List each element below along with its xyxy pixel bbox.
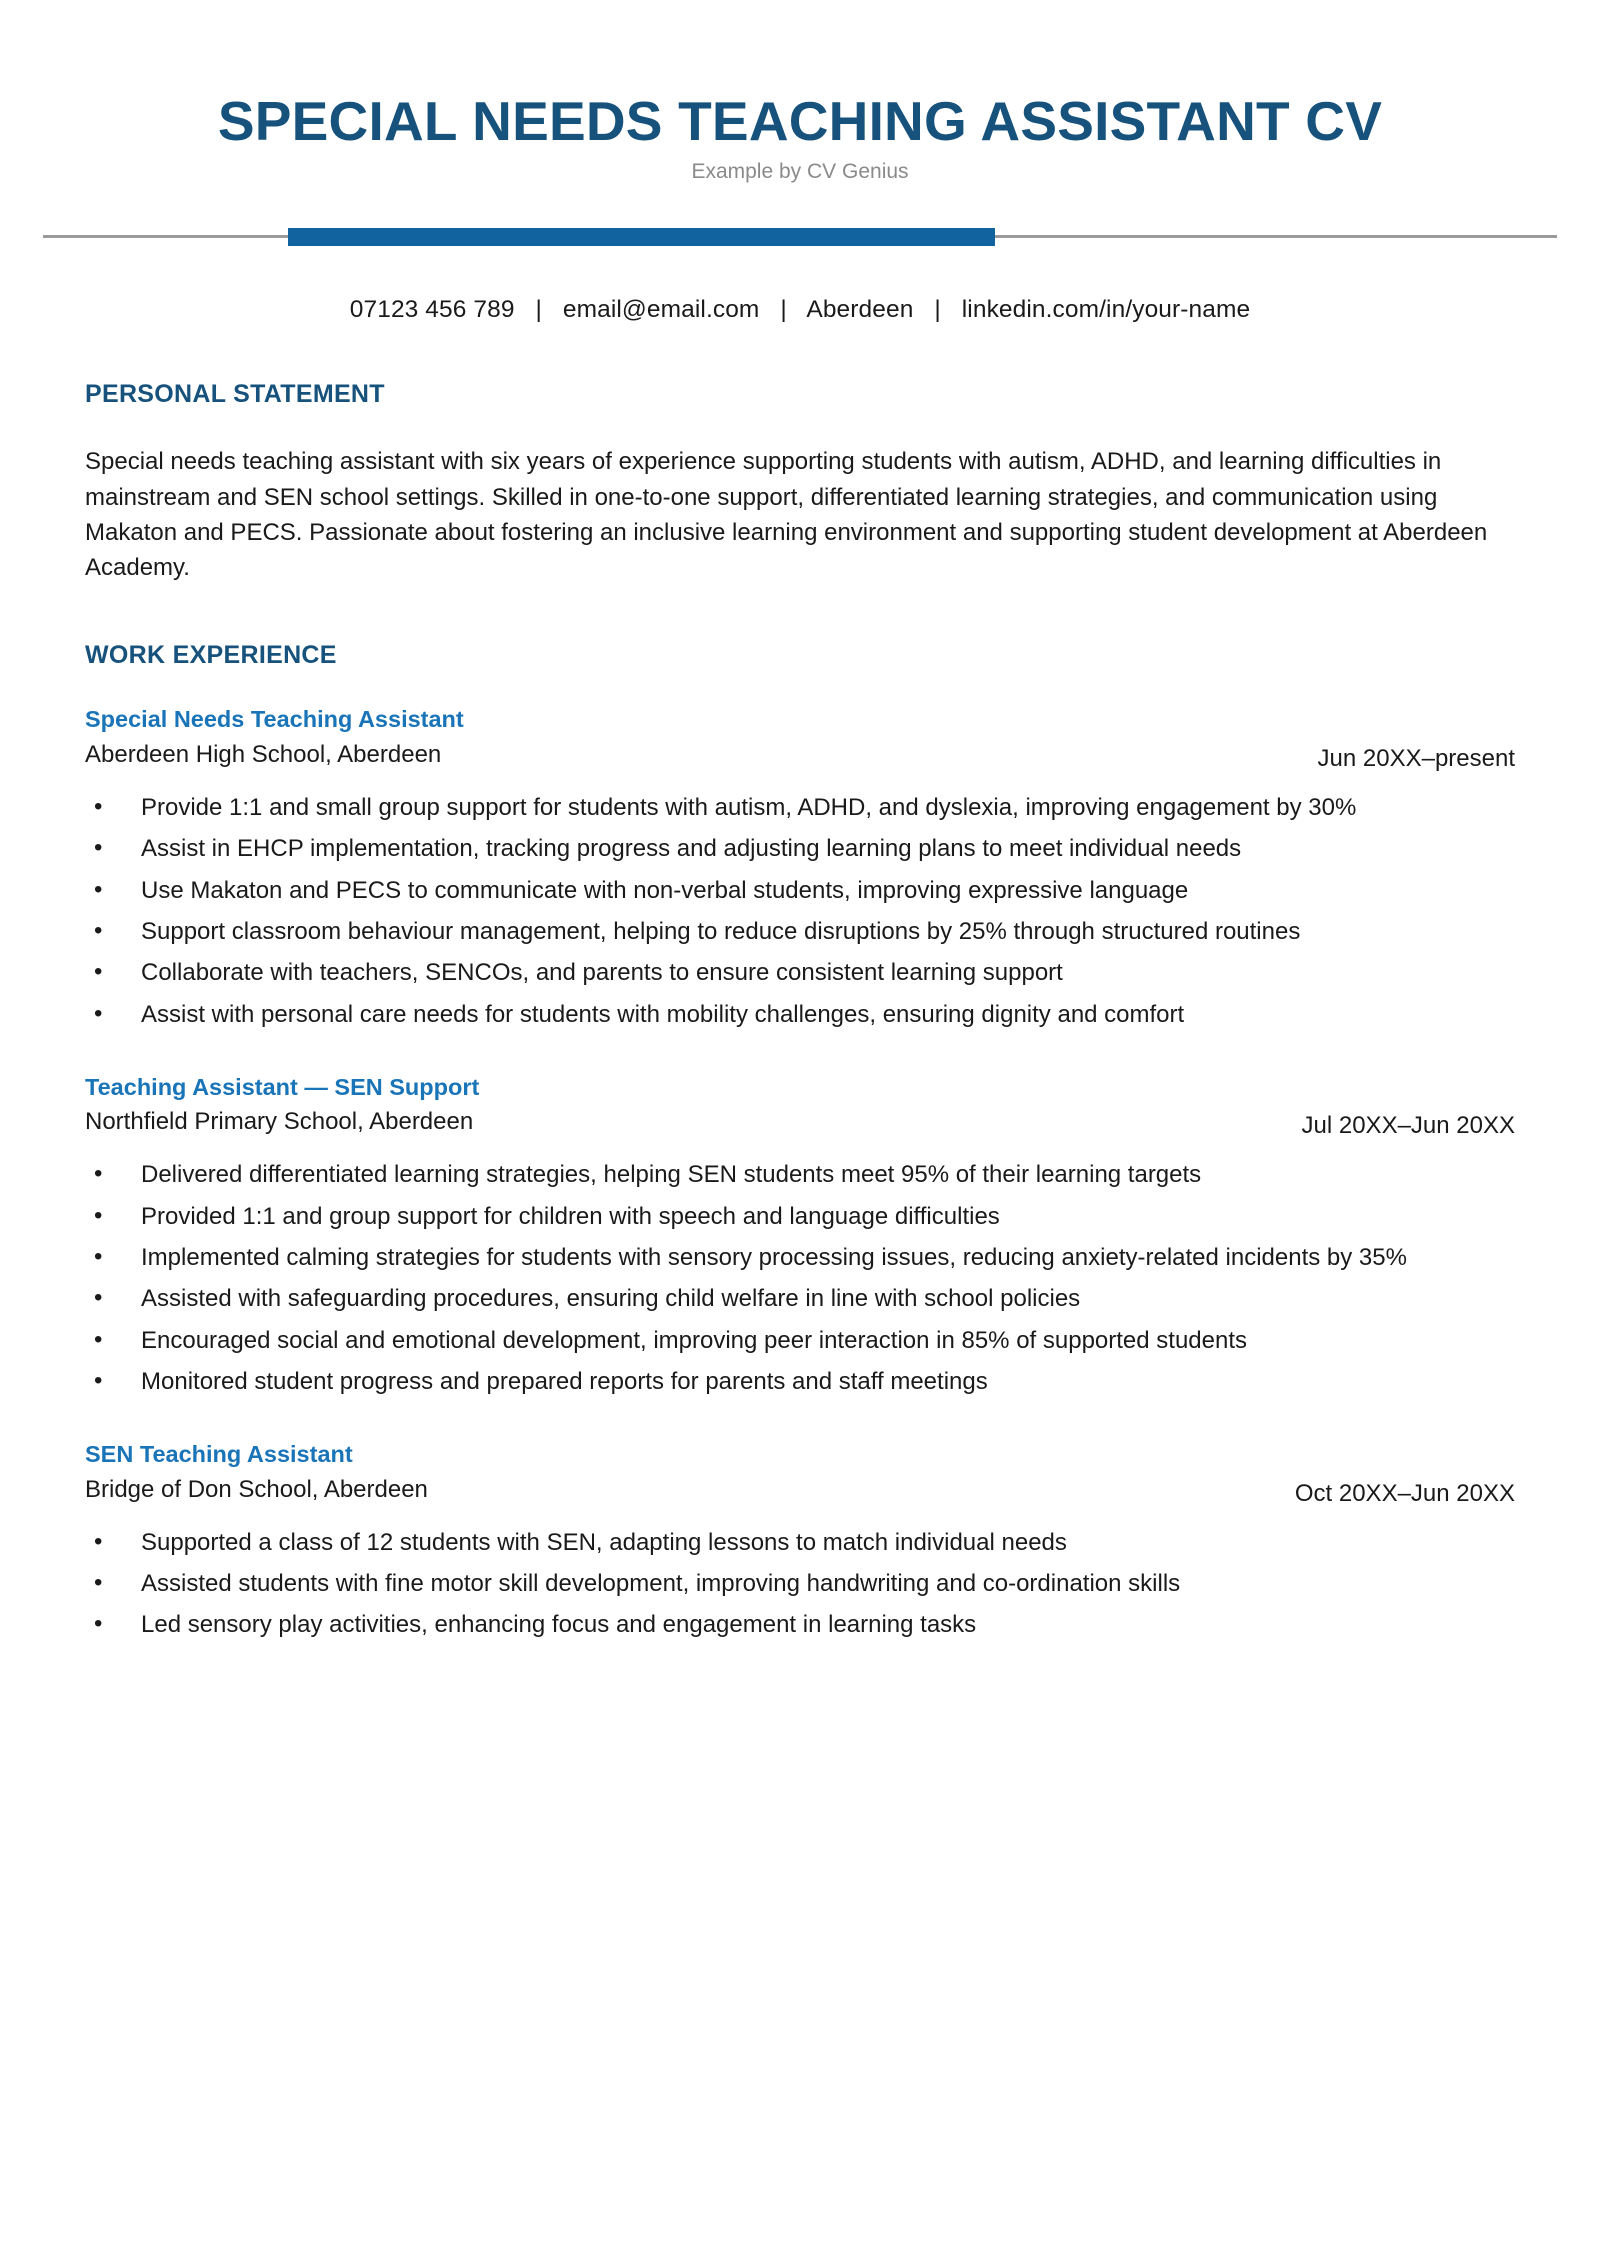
page-title: SPECIAL NEEDS TEACHING ASSISTANT CV: [217, 90, 1383, 152]
job-meta: [85, 739, 1515, 773]
job-bullet-list: [85, 1157, 1515, 1399]
job-bullet-list: [85, 1525, 1515, 1643]
contact-email[interactable]: email@email.com: [562, 296, 760, 324]
job-meta: [85, 1106, 1515, 1140]
job-dates: Oct 20XX–Jun 20XX: [1294, 1479, 1515, 1507]
job-company: Aberdeen High School, Aberdeen: [85, 741, 442, 769]
job-bullet: • Supported a class of 12 students with SEN, adapting lessons to match individual needs: [85, 1525, 1515, 1560]
contact-separator: |: [780, 296, 787, 324]
job-entry: [85, 1439, 1515, 1643]
contact-linkedin[interactable]: linkedin.com/in/your-name: [961, 296, 1251, 324]
job-bullet: • Provided 1:1 and group support for children with speech and language difficulties: [85, 1199, 1515, 1234]
job-bullet: • Assist in EHCP implementation, tracking progress and adjusting learning plans to meet individual needs: [85, 831, 1515, 866]
job-bullet: • Assist with personal care needs for students with mobility challenges, ensuring dignity and comfort: [85, 997, 1515, 1032]
job-bullet: • Collaborate with teachers, SENCOs, and parents to ensure consistent learning support: [85, 955, 1515, 990]
section-heading-personal-statement: PERSONAL STATEMENT: [85, 380, 385, 409]
job-bullet: • Led sensory play activities, enhancing focus and engagement in learning tasks: [85, 1607, 1515, 1642]
job-meta: [85, 1474, 1515, 1508]
job-title: SEN Teaching Assistant: [85, 1441, 353, 1468]
job-entry: [85, 1072, 1515, 1399]
job-bullet: • Delivered differentiated learning strategies, helping SEN students meet 95% of their learning targets: [85, 1157, 1515, 1192]
section-work-experience: [85, 641, 1515, 1642]
contact-phone[interactable]: 07123 456 789: [349, 296, 515, 324]
job-dates: Jun 20XX–present: [1317, 745, 1515, 773]
job-bullet: • Support classroom behaviour management, helping to reduce disruptions by 25% through structured routines: [85, 914, 1515, 949]
personal-statement-body: Special needs teaching assistant with six years of experience supporting students with autism, ADHD, and learning difficulties in mainstream and SEN school settings. Skilled in one-to-one support, differentiated learning strategies, and communication using Makaton and PECS. Passionate about fostering an inclusive learning environment and supporting student development at Aberdeen Academy.: [85, 448, 1488, 582]
contact-separator: |: [934, 296, 941, 324]
job-bullet: • Provide 1:1 and small group support for students with autism, ADHD, and dyslexia, improving engagement by 30%: [85, 790, 1515, 825]
job-title: Teaching Assistant — SEN Support: [85, 1073, 480, 1100]
section-heading-work-experience: WORK EXPERIENCE: [85, 641, 337, 670]
cv-header: [85, 0, 1515, 184]
job-bullet-list: [85, 790, 1515, 1032]
page-subtitle: Example by CV Genius: [691, 160, 909, 184]
contact-separator: |: [535, 296, 542, 324]
contact-line: [85, 296, 1515, 324]
job-bullet: • Implemented calming strategies for students with sensory processing issues, reducing anxiety-related incidents by 35%: [85, 1240, 1515, 1275]
job-bullet: • Assisted students with fine motor skill development, improving handwriting and co-ordination skills: [85, 1566, 1515, 1601]
job-company: Northfield Primary School, Aberdeen: [85, 1108, 474, 1136]
job-bullet: • Assisted with safeguarding procedures, ensuring child welfare in line with school policies: [85, 1281, 1515, 1316]
job-title: Special Needs Teaching Assistant: [85, 706, 464, 733]
job-dates: Jul 20XX–Jun 20XX: [1301, 1112, 1515, 1140]
job-bullet: • Use Makaton and PECS to communicate with non-verbal students, improving expressive language: [85, 873, 1515, 908]
header-divider: [85, 220, 1515, 254]
job-entry: [85, 704, 1515, 1031]
divider-accent-bar: [288, 228, 995, 246]
job-bullet: • Monitored student progress and prepared reports for parents and staff meetings: [85, 1364, 1515, 1399]
contact-location: Aberdeen: [806, 296, 914, 324]
job-company: Bridge of Don School, Aberdeen: [85, 1475, 428, 1503]
section-personal-statement: [85, 380, 1515, 585]
job-list: [85, 704, 1515, 1642]
job-bullet: • Encouraged social and emotional development, improving peer interaction in 85% of supported students: [85, 1323, 1515, 1358]
